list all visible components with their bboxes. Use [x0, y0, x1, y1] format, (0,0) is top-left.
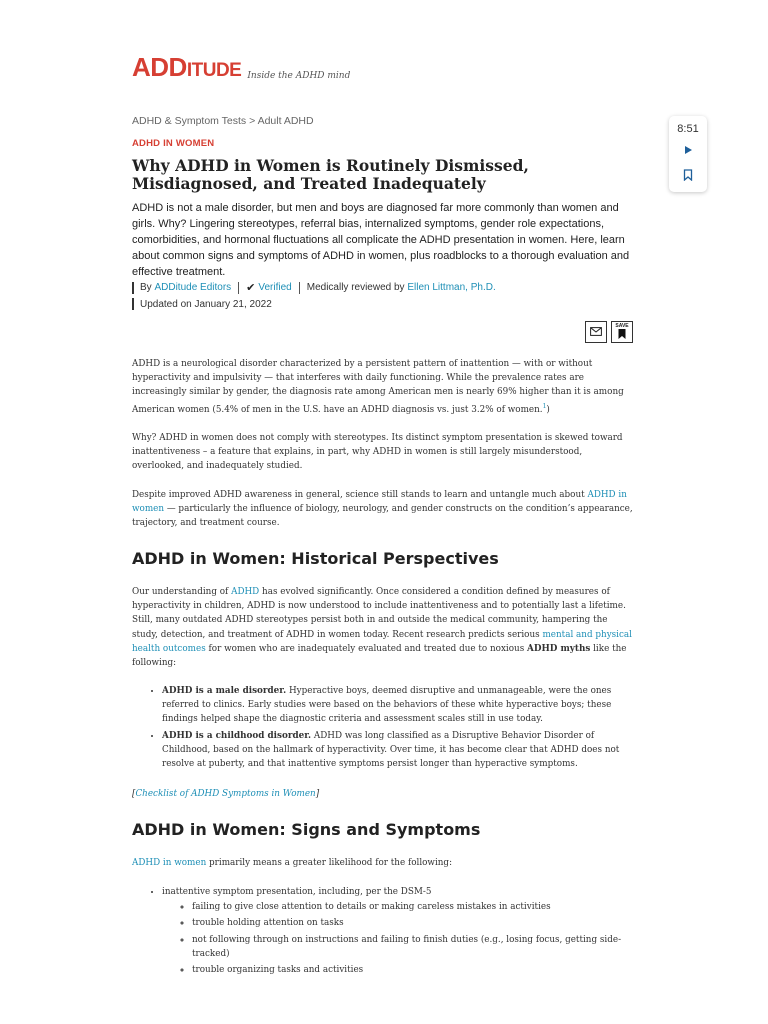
breadcrumb-item-tests[interactable]: ADHD & Symptom Tests — [132, 115, 247, 127]
adhd-in-women-link[interactable]: ADHD in women — [132, 858, 207, 868]
paragraph-understanding — [132, 585, 634, 670]
list-item — [162, 729, 634, 772]
adhd-link[interactable]: ADHD — [231, 587, 260, 597]
symptom-sublist — [162, 900, 634, 977]
site-header — [132, 54, 350, 84]
list-item: ◦ failing to give close attention to details or making careless mistakes in activities — [192, 900, 634, 914]
paragraph-text: ADHD is a neurological disorder characterized by a persistent pattern of inattention — with or without hyperactivity and impulsivity — that interferes with daily functioning. While the prevalence rates are increasingly similar by gender, the diagnosis rate among American men is nearly 69% higher than it is among American women (5.4% of men in the U.S. have an ADHD diagnosis vs. just 3.2% of women. — [132, 359, 624, 415]
list-item: ◦ trouble organizing tasks and activities — [192, 963, 634, 977]
symptoms-list — [132, 885, 634, 979]
myth-text: Hyperactive boys, deemed disruptive and unmanageable, were the ones referred to clinics. Early studies were based on the behaviors of these white hyperactive boys; these findings helped shape the diagnostic criteria and assessment scales still in use today. — [162, 686, 612, 725]
play-icon[interactable] — [683, 142, 693, 160]
bold-text: ADHD myths — [527, 643, 591, 654]
adhd-in-women-link[interactable]: ADHD in women — [132, 490, 627, 515]
list-item: ◦ trouble holding attention on tasks — [192, 916, 634, 930]
symptom-text: inattentive symptom presentation, including, per the DSM-5 — [162, 887, 432, 897]
myths-list — [132, 684, 634, 773]
article-lede: ADHD is not a male disorder, but men and boys are diagnosed far more commonly than women and girls. Why? Lingering stereotypes, referral bias, internalized symptoms, gender role expectations, comorbidities, and hormonal fluctuations all complicate the ADHD presentation in women. Here, learn about common signs and symptoms of ADHD in women, plus roadblocks to a thorough evaluation and effective treatment. — [132, 202, 630, 278]
updated-date: Updated on January 21, 2022 — [140, 298, 272, 310]
bracket: ] — [315, 789, 320, 799]
heading-signs: ADHD in Women: Signs and Symptoms — [132, 820, 481, 839]
bracket: [ — [132, 789, 136, 799]
myth-text: ADHD was long classified as a Disruptive Behavior Disorder of Childhood, based on the hallmark of hyperactivity. Over time, it has become clear that ADHD does not resolve at puberty, and that inattentive symptoms persist longer than hyperactive symptoms. — [162, 730, 620, 770]
list-item — [162, 684, 634, 727]
by-label: By — [140, 282, 152, 293]
list-item — [162, 885, 634, 977]
paragraph-signs — [132, 856, 634, 870]
paragraph-text: for women who are inadequately evaluated and treated due to noxious — [208, 643, 525, 654]
breadcrumb — [132, 115, 314, 127]
article-actions — [585, 321, 633, 343]
paragraph-text: Our understanding of — [132, 587, 229, 597]
reviewed-label: Medically reviewed by — [306, 282, 405, 293]
byline-bar — [132, 298, 134, 310]
paragraph-why: Why? ADHD in women does not comply with stereotypes. Its distinct symptom presentation is skewed toward inattentiveness – a feature that explains, in part, why ADHD in women is still largely misunderstood, overlooked, and inadequately studied. — [132, 433, 623, 472]
checklist-callout — [132, 787, 634, 801]
site-logo[interactable] — [132, 54, 241, 84]
heading-history: ADHD in Women: Historical Perspectives — [132, 549, 499, 568]
save-label: SAVE — [615, 323, 629, 329]
breadcrumb-separator: > — [249, 115, 256, 127]
logo-smallcaps-text: ITUDE — [186, 60, 242, 81]
health-outcomes-link[interactable]: mental and physical health outcomes — [132, 629, 632, 654]
email-button[interactable] — [585, 321, 607, 343]
site-tagline: Inside the ADHD mind — [247, 71, 351, 81]
paragraph-text: like the following: — [132, 643, 627, 669]
paragraph-despite — [132, 488, 634, 531]
update-line — [132, 298, 272, 310]
verified-link[interactable]: Verified — [258, 282, 292, 293]
paragraph-text: ) — [546, 404, 550, 415]
paragraph-text: Despite improved ADHD awareness in general, science still stands to learn and untangle much about — [132, 490, 585, 500]
article-title: Why ADHD in Women is Routinely Dismissed, Misdiagnosed, and Treated Inadequately — [132, 156, 529, 193]
listen-widget — [669, 116, 707, 192]
save-button[interactable] — [611, 321, 633, 343]
author-link[interactable]: ADDitude Editors — [154, 282, 232, 293]
envelope-icon — [590, 323, 602, 341]
bookmark-icon[interactable] — [683, 168, 693, 186]
byline — [132, 281, 496, 294]
audio-duration: 8:51 — [677, 123, 699, 135]
myth-title: ADHD is a childhood disorder. — [162, 730, 312, 741]
checklist-link[interactable]: Checklist of ADHD Symptoms in Women — [135, 789, 316, 799]
list-item: ◦ not following through on instructions and failing to finish duties (e.g., losing focus, getting side-tracked) — [192, 933, 634, 961]
logo-main-text: ADD — [132, 52, 187, 82]
divider — [299, 282, 300, 294]
reviewer-link[interactable]: Ellen Littman, Ph.D. — [407, 282, 496, 293]
footnote-link[interactable]: 1 — [542, 402, 547, 410]
byline-bar — [132, 282, 134, 294]
paragraph-intro — [132, 357, 634, 417]
paragraph-text: — particularly the influence of biology, neurology, and gender constructs on the condition’s appearance, trajectory, and treatment course. — [132, 504, 633, 529]
checkmark-icon: ✔ — [246, 282, 256, 294]
article-category[interactable]: ADHD IN WOMEN — [132, 138, 215, 149]
myth-title: ADHD is a male disorder. — [162, 686, 287, 696]
divider — [238, 282, 239, 294]
breadcrumb-item-adult-adhd[interactable]: Adult ADHD — [257, 115, 314, 127]
paragraph-text: has evolved significantly. Once considered a condition defined by measures of hyperactivity in children, ADHD is now understood to include inattentiveness and to potentially last a lifetime. Still, many outdated ADHD stereotypes persist both in and outside the medical community, hampering the study, detection, and treatment of ADHD in women today. Recent research predicts serious — [132, 587, 626, 640]
paragraph-text: primarily means a greater likelihood for the following: — [209, 858, 453, 868]
